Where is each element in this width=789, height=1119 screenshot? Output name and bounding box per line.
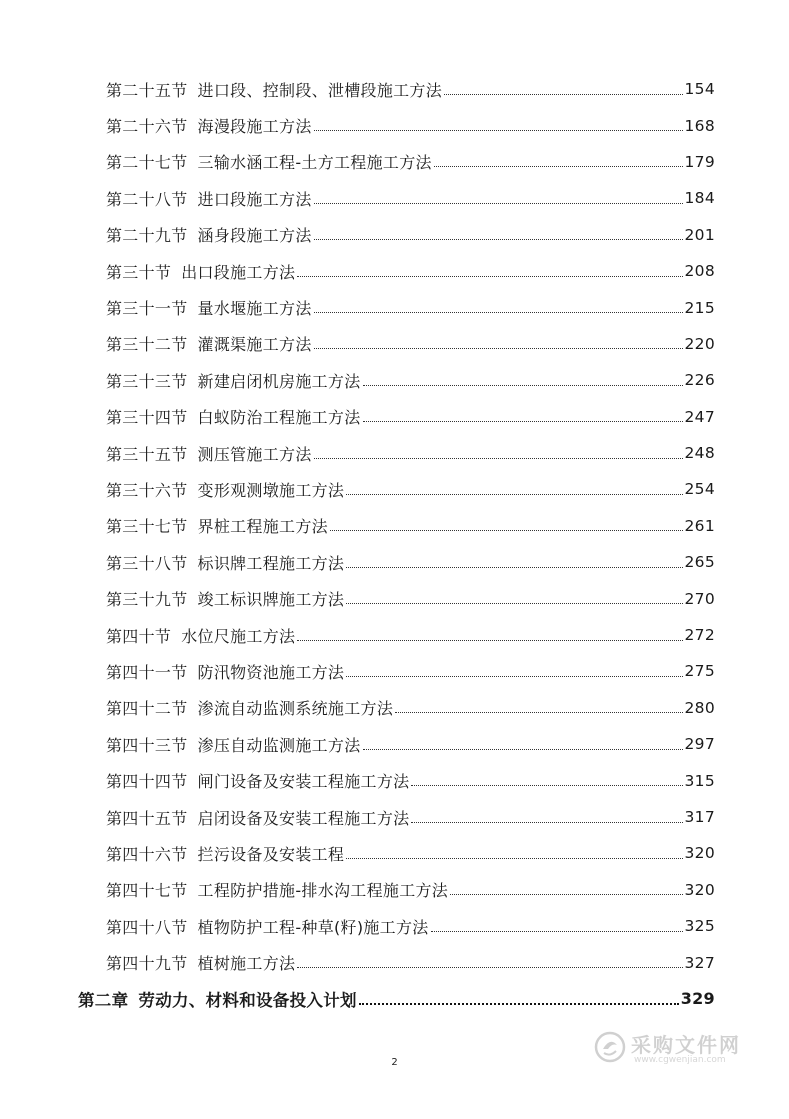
dot-leader — [314, 239, 683, 240]
toc-entry[interactable] — [0, 653, 789, 689]
section-title: 竣工标识牌施工方法 — [197, 590, 345, 610]
toc-entry[interactable] — [0, 471, 789, 507]
section-number: 第三十八节 — [106, 553, 188, 573]
dot-leader — [363, 385, 683, 386]
toc-entry[interactable] — [0, 908, 789, 944]
section-title: 变形观测墩施工方法 — [197, 480, 345, 500]
section-number: 第四十六节 — [106, 844, 188, 864]
toc-entry[interactable] — [0, 872, 789, 908]
dot-leader — [411, 822, 682, 823]
section-title: 启闭设备及安装工程施工方法 — [197, 808, 410, 828]
page-ref: 154 — [684, 80, 715, 99]
page-ref: 297 — [684, 735, 715, 754]
toc-entry[interactable] — [0, 326, 789, 362]
section-title: 三输水涵工程-土方工程施工方法 — [197, 153, 432, 173]
page-ref: 317 — [684, 808, 715, 826]
page-ref: 220 — [684, 334, 715, 353]
page-ref: 272 — [684, 626, 715, 645]
toc-entry[interactable] — [0, 144, 789, 180]
toc-entry[interactable] — [0, 835, 789, 871]
chapter-number: 第二章 — [78, 990, 129, 1010]
section-title: 界桩工程施工方法 — [197, 517, 328, 537]
dot-leader — [297, 640, 682, 641]
toc-entry[interactable] — [0, 71, 789, 107]
dot-leader — [450, 894, 682, 895]
toc-entry[interactable] — [0, 435, 789, 471]
page-ref: 247 — [684, 407, 715, 426]
section-title: 白蚁防治工程施工方法 — [197, 408, 361, 428]
dot-leader — [395, 712, 682, 713]
dot-leader — [314, 348, 683, 349]
section-title: 出口段施工方法 — [181, 262, 296, 282]
section-number: 第三十三节 — [106, 371, 188, 391]
section-number: 第二十八节 — [106, 189, 188, 209]
section-title: 水位尺施工方法 — [181, 626, 296, 646]
section-title: 拦污设备及安装工程 — [197, 844, 345, 864]
section-number: 第四十四节 — [106, 772, 188, 792]
table-of-contents — [0, 71, 789, 1017]
toc-entry[interactable] — [0, 217, 789, 253]
page-ref: 275 — [684, 662, 715, 681]
section-number: 第四十九节 — [106, 954, 188, 974]
section-number: 第四十三节 — [106, 735, 188, 755]
page-ref: 226 — [684, 371, 715, 390]
section-number: 第二十七节 — [106, 153, 188, 173]
dot-leader — [346, 603, 682, 604]
toc-entry[interactable] — [0, 762, 789, 798]
section-title: 植物防护工程-种草(籽)施工方法 — [197, 917, 429, 937]
dot-leader — [444, 94, 682, 95]
dot-leader — [363, 421, 683, 422]
toc-entry[interactable] — [0, 690, 789, 726]
section-number: 第三十六节 — [106, 480, 188, 500]
page-ref: 254 — [684, 480, 715, 499]
toc-entry[interactable] — [0, 107, 789, 143]
watermark — [594, 1029, 744, 1069]
section-number: 第三十一节 — [106, 299, 188, 319]
watermark-url: www.cgwenjian.com — [634, 1055, 726, 1065]
section-number: 第三十节 — [106, 262, 172, 282]
section-number: 第三十四节 — [106, 408, 188, 428]
section-title: 防汛物资池施工方法 — [197, 662, 345, 682]
toc-entry[interactable] — [0, 580, 789, 616]
dot-leader — [411, 785, 682, 786]
section-title: 工程防护措施-排水沟工程施工方法 — [197, 881, 449, 901]
dot-leader — [346, 858, 682, 859]
section-title: 渗流自动监测系统施工方法 — [197, 699, 394, 719]
dot-leader — [359, 1003, 679, 1005]
section-number: 第三十九节 — [106, 590, 188, 610]
page-ref: 325 — [684, 917, 715, 936]
toc-entry[interactable] — [0, 399, 789, 435]
section-number: 第四十二节 — [106, 699, 188, 719]
toc-entry[interactable] — [0, 799, 789, 835]
page-ref: 315 — [684, 771, 715, 790]
dot-leader — [346, 494, 682, 495]
dot-leader — [314, 130, 683, 131]
page-ref: 327 — [684, 953, 715, 972]
toc-entry[interactable] — [0, 180, 789, 216]
section-title: 海漫段施工方法 — [197, 117, 312, 137]
page-ref: 201 — [684, 225, 715, 244]
section-number: 第四十八节 — [106, 917, 188, 937]
toc-entry[interactable] — [0, 544, 789, 580]
page-ref: 208 — [684, 262, 715, 281]
section-number: 第二十六节 — [106, 117, 188, 137]
page-ref: 184 — [684, 189, 715, 208]
section-title: 量水堰施工方法 — [197, 299, 312, 319]
section-number: 第四十一节 — [106, 662, 188, 682]
section-title: 新建启闭机房施工方法 — [197, 371, 361, 391]
page-ref: 280 — [684, 698, 715, 717]
page-ref: 215 — [684, 298, 715, 317]
section-title: 植树施工方法 — [197, 954, 296, 974]
dot-leader — [363, 749, 683, 750]
toc-entry[interactable] — [0, 944, 789, 980]
page-ref: 265 — [684, 553, 715, 572]
page-ref: 261 — [684, 516, 715, 535]
section-title: 灌溉渠施工方法 — [197, 335, 312, 355]
page-ref: 168 — [684, 116, 715, 135]
section-number: 第四十五节 — [106, 808, 188, 828]
section-title: 标识牌工程施工方法 — [197, 553, 345, 573]
section-number: 第三十二节 — [106, 335, 188, 355]
watermark-logo-icon — [594, 1031, 626, 1063]
section-title: 进口段施工方法 — [197, 189, 312, 209]
page-ref: 320 — [684, 880, 715, 899]
section-number: 第三十五节 — [106, 444, 188, 464]
dot-leader — [434, 166, 683, 167]
dot-leader — [431, 931, 683, 932]
section-title: 渗压自动监测施工方法 — [197, 735, 361, 755]
dot-leader — [297, 967, 682, 968]
page-ref: 320 — [684, 844, 715, 863]
page-number: 2 — [391, 1057, 398, 1068]
toc-chapter-entry[interactable] — [0, 981, 789, 1017]
page-ref: 329 — [680, 989, 715, 1009]
toc-entry[interactable] — [0, 726, 789, 762]
section-number: 第四十节 — [106, 626, 172, 646]
section-title: 测压管施工方法 — [197, 444, 312, 464]
toc-entry[interactable] — [0, 362, 789, 398]
section-title: 涵身段施工方法 — [197, 226, 312, 246]
toc-entry[interactable] — [0, 617, 789, 653]
section-number: 第二十五节 — [106, 80, 188, 100]
section-number: 第四十七节 — [106, 881, 188, 901]
dot-leader — [346, 567, 682, 568]
dot-leader — [314, 458, 683, 459]
section-number: 第三十七节 — [106, 517, 188, 537]
page-ref: 179 — [684, 152, 715, 171]
section-title: 闸门设备及安装工程施工方法 — [197, 772, 410, 792]
toc-entry[interactable] — [0, 508, 789, 544]
dot-leader — [346, 676, 682, 677]
toc-entry[interactable] — [0, 253, 789, 289]
dot-leader — [297, 276, 682, 277]
section-title: 进口段、控制段、泄槽段施工方法 — [197, 80, 443, 100]
page-ref: 270 — [684, 589, 715, 608]
watermark-text: 采购文件网 — [631, 1033, 741, 1057]
dot-leader — [314, 203, 683, 204]
chapter-title: 劳动力、材料和设备投入计划 — [138, 990, 357, 1010]
dot-leader — [314, 312, 683, 313]
dot-leader — [330, 530, 683, 531]
section-number: 第二十九节 — [106, 226, 188, 246]
page-ref: 248 — [684, 444, 715, 463]
toc-entry[interactable] — [0, 289, 789, 325]
